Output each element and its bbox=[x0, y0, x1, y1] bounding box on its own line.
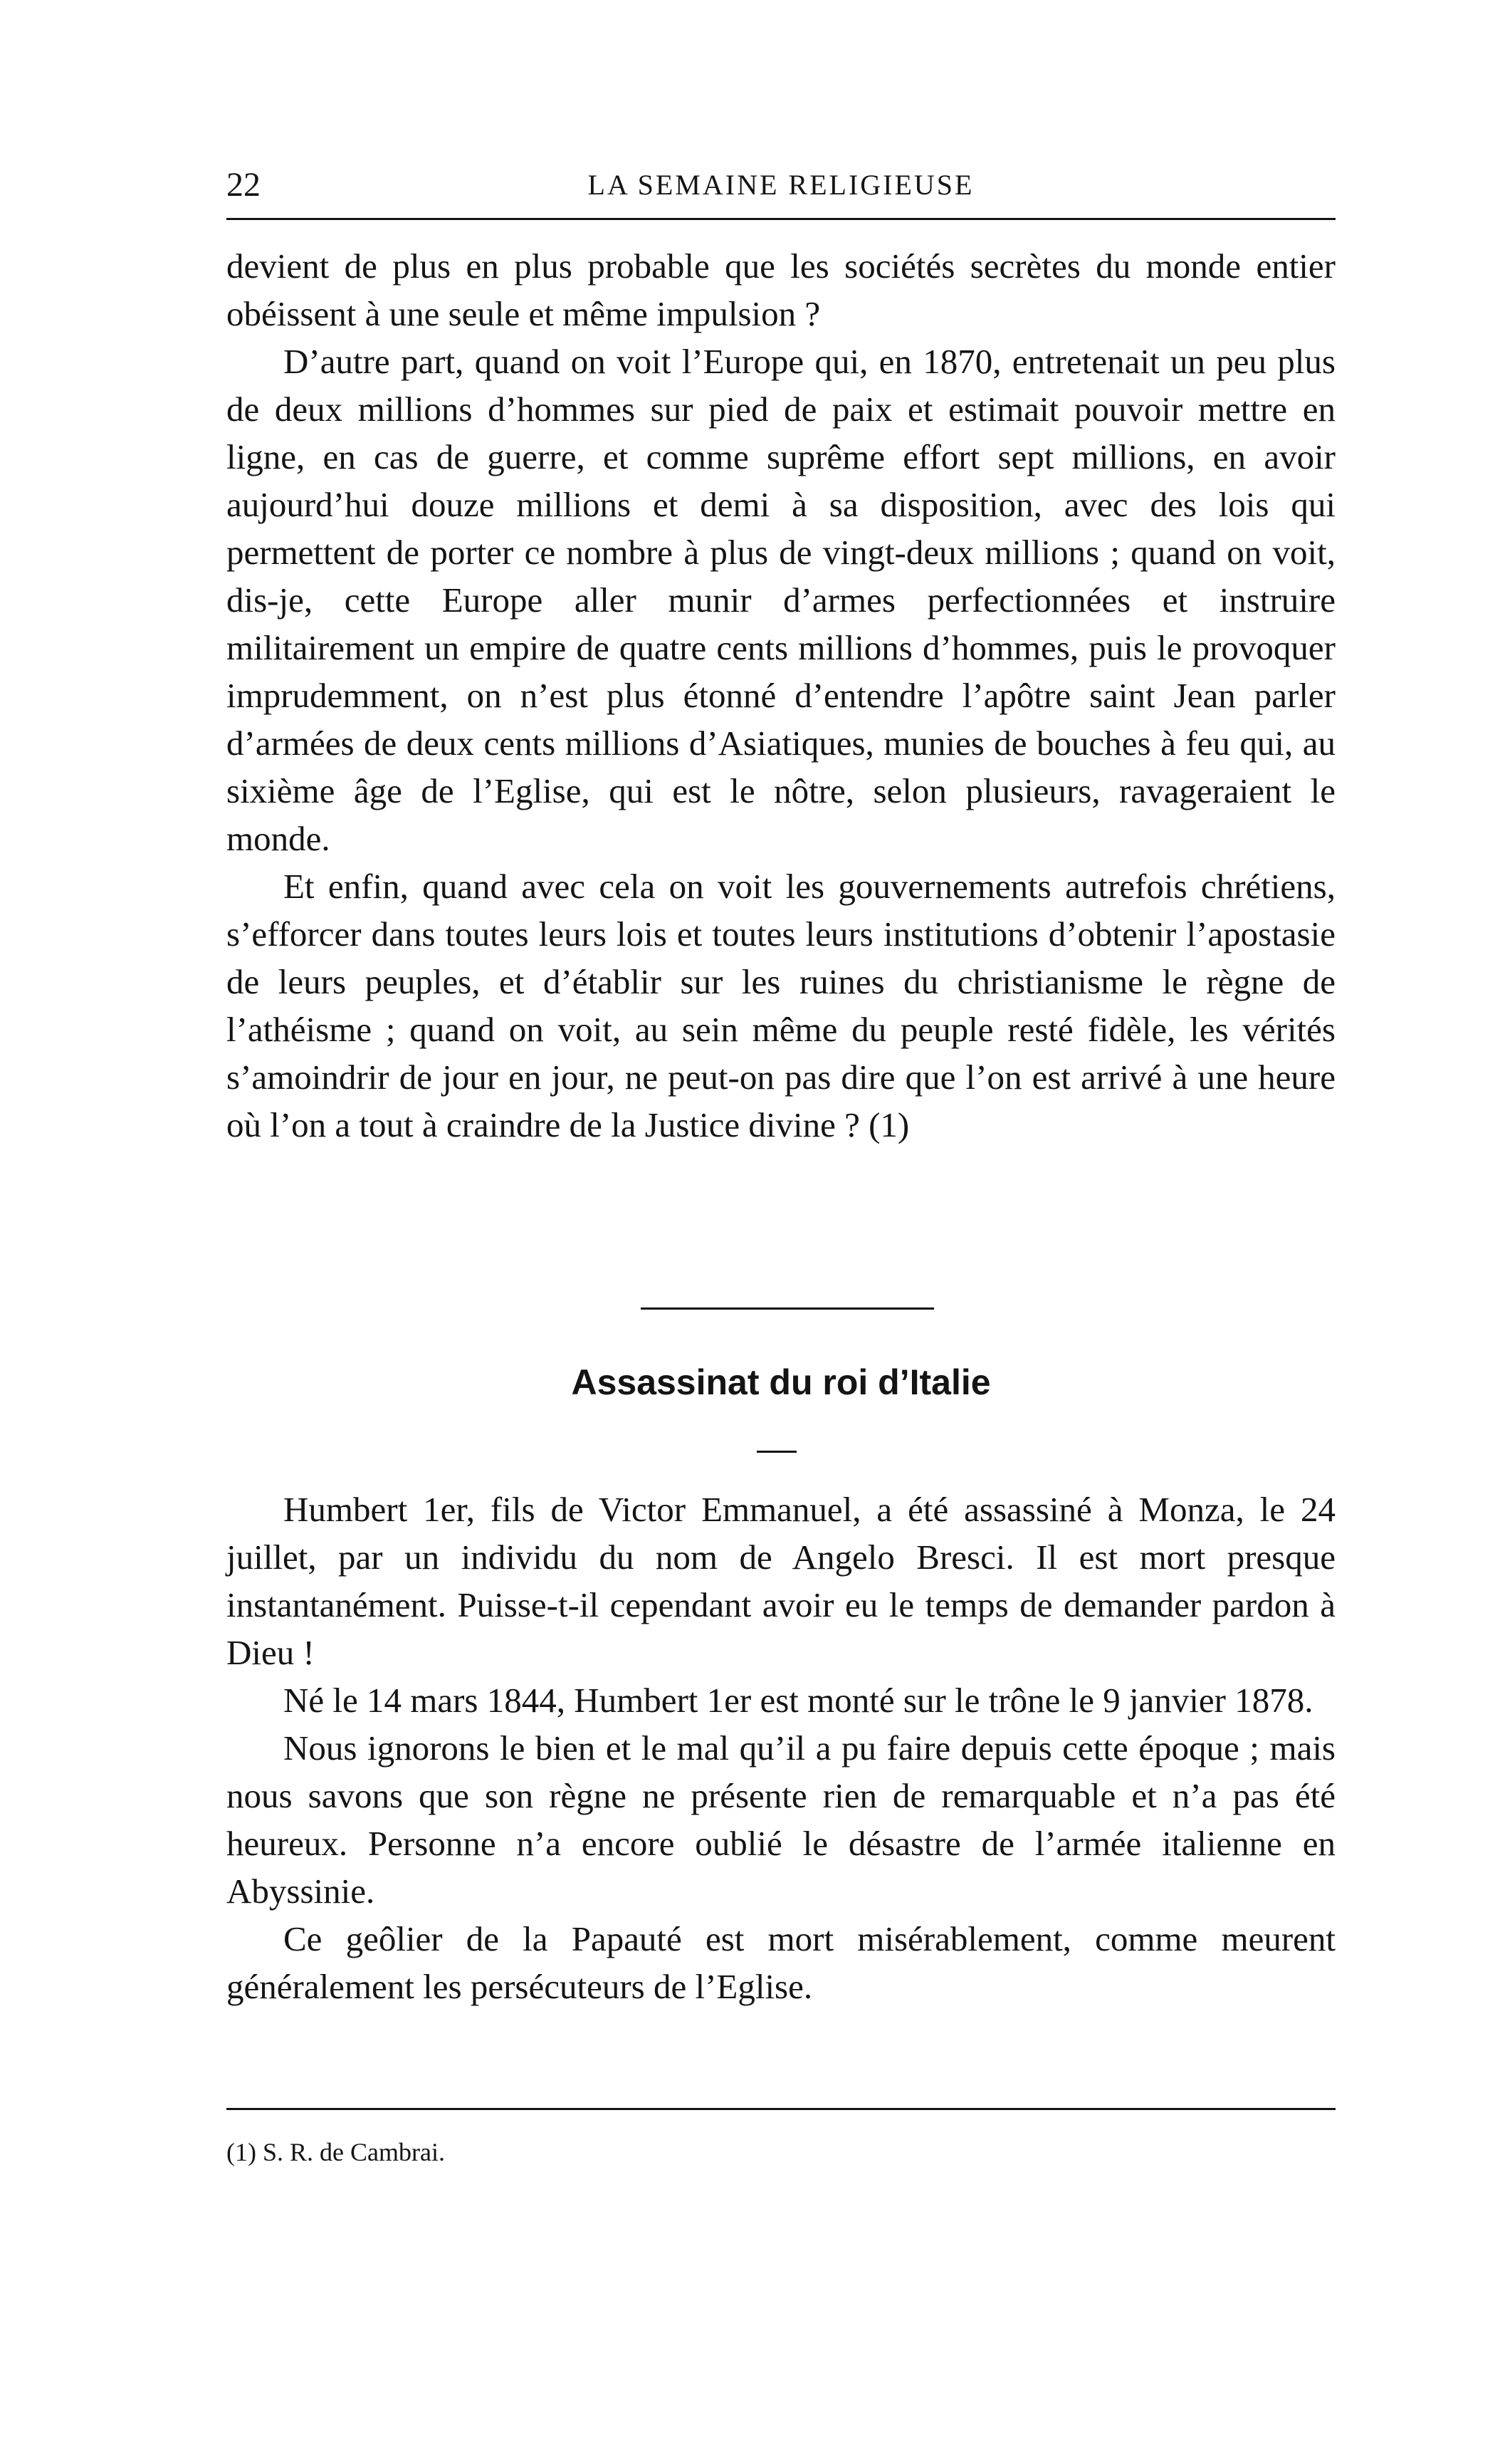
paragraph: Et enfin, quand avec cela on voit les gouvernements autrefois chrétiens, s’efforcer dans toutes leurs lois et toutes leurs institutions d’obtenir l’apostasie de leurs peuples, et d’établir sur les ruines du christianisme le règne de l’athéisme ; quand on voit, au sein même du peuple resté fidèle, les vérités s’amoindrir de jour en jour, ne peut-on pas dire que l’on est arrivé à une heure où l’on a tout à craindre de la Justice divine ? (1) bbox=[226, 867, 1336, 1144]
paragraph: D’autre part, quand on voit l’Europe qui, en 1870, entretenait un peu plus de deux millions d’hommes sur pied de paix et estimait pouvoir mettre en ligne, en cas de guerre, et comme suprême effort sept millions, en avoir aujourd’hui douze millions et demi à sa disposition, avec des lois qui permettent de porter ce nombre à plus de vingt-deux millions ; quand on voit, dis-je, cette Europe aller munir d’armes perfectionnées et instruire militairement un empire de quatre cents millions d’hommes, puis le provoquer imprudemment, on n’est plus étonné d’entendre l’apôtre saint Jean parler d’armées de deux cents millions d’Asiatiques, munies de bouches à feu qui, au sixième âge de l’Eglise, qui est le nôtre, selon plusieurs, ravageraient le monde. bbox=[226, 342, 1336, 858]
paragraph: Nous ignorons le bien et le mal qu’il a pu faire depuis cette époque ; mais nous savons que son règne ne présente rien de remarquable et n’a pas été heureux. Personne n’a encore oublié le désastre de l’armée italienne en Abyssinie. bbox=[226, 1728, 1336, 1911]
section-title: Assassinat du roi d’Italie bbox=[571, 1362, 991, 1402]
paragraph: Humbert 1er, fils de Victor Emmanuel, a été assassiné à Monza, le 24 juillet, par un individu du nom de Angelo Bresci. Il est mort presque instantanément. Puisse-t-il cependant avoir eu le temps de demander pardon à Dieu ! bbox=[226, 1490, 1336, 1672]
paragraph: Né le 14 mars 1844, Humbert 1er est monté sur le trône le 9 janvier 1878. bbox=[283, 1681, 1313, 1720]
running-title: LA SEMAINE RELIGIEUSE bbox=[587, 169, 975, 201]
article-assassination bbox=[226, 1486, 1336, 2010]
title-dash bbox=[757, 1451, 797, 1453]
footnote: (1) S. R. de Cambrai. bbox=[226, 2138, 445, 2166]
running-head bbox=[226, 162, 1336, 208]
article-continuation bbox=[226, 242, 1336, 1149]
paragraph: devient de plus en plus probable que les sociétés secrètes du monde entier obéissent à une seule et même impulsion ? bbox=[226, 246, 1336, 333]
header-rule bbox=[226, 218, 1336, 220]
paragraph: Ce geôlier de la Papauté est mort misérablement, comme meurent généralement les persécuteurs de l’Eglise. bbox=[226, 1919, 1336, 2006]
page-number: 22 bbox=[226, 166, 261, 204]
footnote-rule bbox=[226, 2108, 1336, 2110]
section-divider bbox=[641, 1307, 934, 1310]
